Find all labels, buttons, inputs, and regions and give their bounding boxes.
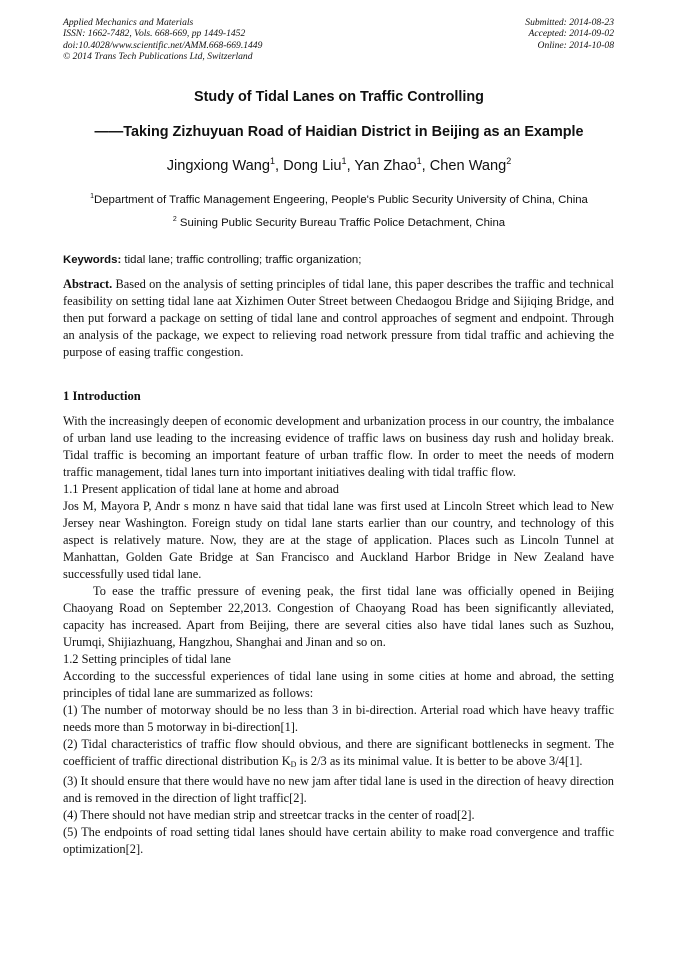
journal-issn: ISSN: 1662-7482, Vols. 668-669, pp 1449-1452 <box>63 28 246 40</box>
journal-info <box>63 17 262 63</box>
journal-copyright: © 2014 Trans Tech Publications Ltd, Switzerland <box>63 51 253 63</box>
paragraph: To ease the traffic pressure of evening peak, the first tidal lane was officially opened in Beijing Chaoyang Road on September 22,2013. Congestion of Chaoyang Road has been significantly alleviated, capacity has increased. Apart from Beijing, there are several cities also have tidal lanes such as Suzhou, Urumqi, Shijiazhuang, Hangzhou, Shanghai and Jinan and so on. <box>63 584 614 649</box>
author-name: Dong Liu <box>283 157 342 174</box>
affiliation <box>0 193 678 206</box>
list-item: (1) The number of motorway should be no less than 3 in bi-direction. Arterial road which have heavy traffic needs more than 5 motorway in bi-direction[1]. <box>63 703 614 734</box>
abstract-label: Abstract. <box>63 277 113 291</box>
paragraph: According to the successful experiences of tidal lane using in some cities at home and abroad, the setting principles of tidal lane are summarized as follows: <box>63 669 614 700</box>
submitted-date: Submitted: 2014-08-23 <box>525 17 614 28</box>
author-affiliation-mark: 1 <box>270 156 276 166</box>
author-list: Jingxiong Wang$^1$, Dong Liu$^1$, Yan Zhao$^1$, Chen Wang$^2$ <box>166 156 512 174</box>
affiliation-mark: 1 <box>90 193 94 200</box>
list-item: (5) The endpoints of road setting tidal lanes should have certain ability to make road convergence and traffic optimization[2]. <box>63 825 614 856</box>
accepted-date: Accepted: 2014-09-02 <box>528 28 614 40</box>
list-item-text: (2) Tidal characteristics of traffic flow should obvious, and there are significant bottlenecks in segment. The coefficient of traffic directional distribution K <box>63 737 614 768</box>
keywords-label: Keywords: <box>63 254 122 266</box>
keywords <box>63 254 361 266</box>
affiliation <box>0 216 678 229</box>
abstract <box>63 276 614 361</box>
online-date: Online: 2014-10-08 <box>537 39 614 51</box>
list-item <box>63 736 614 773</box>
list-item-text: is 2/3 as its minimal value. It is better to be above 3/4[1]. <box>296 754 583 768</box>
author-name: Jingxiong Wang <box>166 157 270 174</box>
subscript: D <box>290 760 297 769</box>
journal-doi: doi:10.4028/www.scientific.net/AMM.668-669.1449 <box>63 39 263 51</box>
paragraph: Jos M, Mayora P, Andr s monz n have said that tidal lane was first used at Lincoln Street which lead to New Jersey near Washington. Foreign study on tidal lane starts earlier than our country, and technology of this aspect is relatively mature. Now, they are at the stage of application. Places such as Lincoln Tunnel at Manhattan, Golden Gate Bridge at San Francisco and Auckland Harbor Bridge in New Zealand have successfully used tidal lane. <box>63 499 614 581</box>
paper-subtitle: ——Taking Zizhuyuan Road of Haidian District in Beijing as an Example <box>94 124 584 140</box>
author-affiliation-mark: 2 <box>506 156 512 166</box>
list-item: (3) It should ensure that there would have no new jam after tidal lane is used in the direction of heavy direction and is removed in the direction of light traffic[2]. <box>63 774 614 805</box>
introduction-section <box>63 413 614 858</box>
abstract-text: Based on the analysis of setting principles of tidal lane, this paper describes the traffic and technical feasibility on setting tidal lane aat Xizhimen Outer Street between Chedaogou Bridge and Sijiqing Bridge, and then put forward a package on setting of tidal lane and control approaches of segment and endpoint. Through an analysis of the package, we expect to relieving road network pressure from tidal traffic and achieving the purpose of easing traffic congestion. <box>63 277 614 359</box>
journal-name: Applied Mechanics and Materials <box>63 17 194 28</box>
keywords-text: tidal lane; traffic controlling; traffic organization; <box>121 254 362 266</box>
list-item: (4) There should not have median strip and streetcar tracks in the center of road[2]. <box>63 808 475 822</box>
section-heading: 1 Introduction <box>63 389 141 403</box>
author-name: Yan Zhao <box>354 157 417 174</box>
author-affiliation-mark: 1 <box>416 156 422 166</box>
author-name: Chen Wang <box>429 157 507 174</box>
affiliation-mark: 2 <box>172 216 177 223</box>
affiliation-text: Suining Public Security Bureau Traffic Police Detachment, China <box>176 216 506 229</box>
paragraph: With the increasingly deepen of economic development and urbanization process in our country, the imbalance of urban land use leading to the increasing evidence of traffic laws on business day rush and holiday break. Tidal traffic is becoming an important feature of urban traffic flow. In order to meet the needs of modern traffic management, tidal lanes turn into important initiatives dealing with tidal traffic flow. <box>63 414 614 479</box>
paper-title: Study of Tidal Lanes on Traffic Controlling <box>194 89 484 105</box>
subsection-heading: 1.2 Setting principles of tidal lane <box>63 652 231 666</box>
publication-dates <box>525 17 614 51</box>
affiliation-text: Department of Traffic Management Engeering, People's Public Security University of China, China <box>93 193 588 206</box>
subsection-heading: 1.1 Present application of tidal lane at home and abroad <box>63 482 339 496</box>
author-affiliation-mark: 1 <box>341 156 347 166</box>
